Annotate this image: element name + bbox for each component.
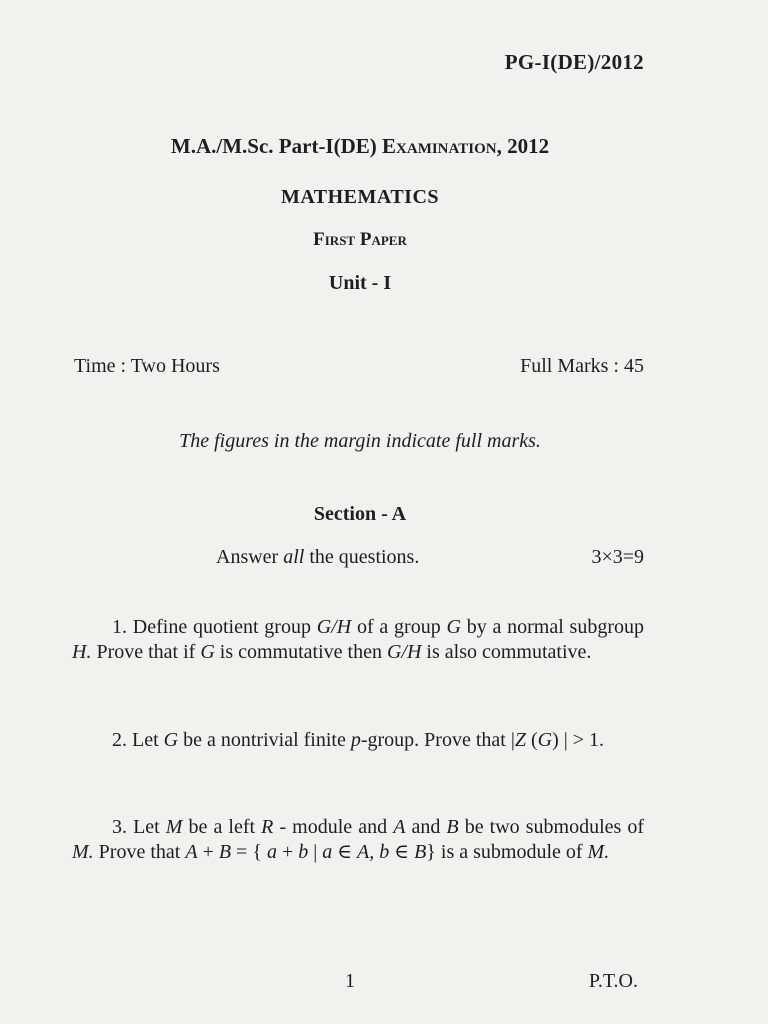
question-text-run: G/H xyxy=(386,641,422,663)
question-text-run: by a normal subgroup xyxy=(460,616,645,638)
question-text-run: B xyxy=(218,841,232,863)
unit-title: Unit - I xyxy=(328,272,392,294)
question-text-run: G xyxy=(537,729,553,751)
question-text-run: be a nontrivial finite xyxy=(178,729,351,751)
question-text-run: Let xyxy=(132,729,164,751)
question-text-run: | xyxy=(308,841,323,863)
question-text-run: A xyxy=(393,816,406,838)
question-text-run: b xyxy=(298,841,309,863)
question-text-run: a xyxy=(266,841,277,863)
question-text-run: + xyxy=(197,841,219,863)
question-text-run: M. xyxy=(72,841,94,863)
question-text-run: G/H xyxy=(316,616,352,638)
question-text-run: be a left xyxy=(182,816,262,838)
paper-title: First Paper xyxy=(313,229,407,250)
question-text-run: ∈ xyxy=(332,841,358,863)
instruction-pre: Answer xyxy=(216,546,284,568)
page-number: 1 xyxy=(345,970,355,992)
section-title: Section - A xyxy=(313,503,407,525)
question-text-run: Define quotient group xyxy=(132,616,317,638)
question-text-run: A xyxy=(185,841,198,863)
section-instruction xyxy=(216,546,419,569)
exam-title-year: , 2012 xyxy=(496,134,550,158)
marks-allocation: 3×3=9 xyxy=(591,546,644,568)
question-text-run: = { xyxy=(231,841,267,863)
question-text-run: Prove that xyxy=(93,841,186,863)
question-text-run: and xyxy=(405,816,447,838)
time-allowed: Time : Two Hours xyxy=(74,355,220,377)
instruction-post: the questions. xyxy=(304,546,420,568)
paper-code: PG-I(DE)/2012 xyxy=(504,50,644,74)
question-text-run: Z xyxy=(514,729,526,751)
question-text-run: M. xyxy=(587,841,610,863)
full-marks: Full Marks : 45 xyxy=(520,355,644,377)
question-text-run: Prove that if xyxy=(91,641,201,663)
question-text-run: R xyxy=(261,816,274,838)
question-text-run: ( xyxy=(525,729,538,751)
question-text-run: B xyxy=(446,816,459,838)
question-text-run: B xyxy=(414,841,427,863)
question-text-run: -group. Prove that | xyxy=(360,729,515,751)
question-3 xyxy=(72,815,644,865)
question-text-run: G xyxy=(200,641,215,663)
question-text-run: a xyxy=(322,841,333,863)
question-text-run: M xyxy=(165,816,183,838)
exam-title-prefix: M.A./M.Sc. Part-I(DE) xyxy=(170,134,383,158)
exam-title xyxy=(0,134,720,159)
question-text-run: b xyxy=(379,841,390,863)
question-number: 2. xyxy=(112,729,132,751)
question-text-run: + xyxy=(276,841,299,863)
subject-title: MATHEMATICS xyxy=(280,186,440,208)
question-text-run: ∈ xyxy=(389,841,415,863)
question-text-run: p xyxy=(350,729,361,751)
question-1 xyxy=(72,615,644,665)
question-text-run: is commutative then xyxy=(214,641,387,663)
question-text-run: be two submodules of xyxy=(458,816,645,838)
question-2 xyxy=(72,728,644,753)
question-text-run: Let xyxy=(133,816,166,838)
question-text-run: } is a submodule of xyxy=(426,841,588,863)
pto-label: P.T.O. xyxy=(588,970,638,992)
question-text-run: G xyxy=(446,616,461,638)
question-text-run: ) | > 1. xyxy=(552,729,605,751)
question-number: 1. xyxy=(112,616,133,638)
question-text-run: - module and xyxy=(273,816,394,838)
question-text-run: is also commutative. xyxy=(421,641,592,663)
instruction-emphasis: all xyxy=(283,546,305,568)
question-text-run: A, xyxy=(357,841,375,863)
question-text-run: of a group xyxy=(351,616,447,638)
question-number: 3. xyxy=(112,816,134,838)
question-text-run: H. xyxy=(72,641,92,663)
marks-note: The figures in the margin indicate full marks. xyxy=(179,430,541,452)
exam-title-word: Examination xyxy=(382,134,497,158)
question-text-run: G xyxy=(163,729,179,751)
